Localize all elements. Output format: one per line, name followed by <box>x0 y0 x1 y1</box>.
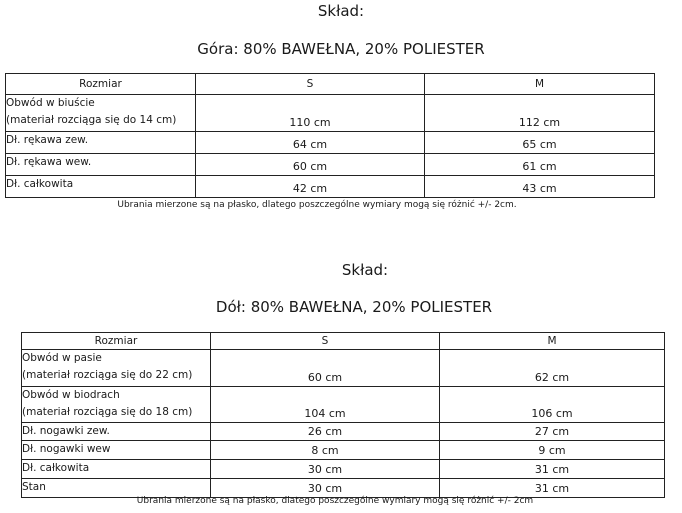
bottom-title: Skład: <box>341 261 389 279</box>
top-composition: Góra: 80% BAWEŁNA, 20% POLIESTER <box>197 40 485 58</box>
table-row <box>6 176 655 198</box>
top-title: Skład: <box>317 2 365 20</box>
value-m: 62 cm <box>440 350 665 387</box>
bottom-measurement-note: Ubrania mierzone są na płasko, dlatego poszczególne wymiary mogą się różnić +/- 2cm <box>136 496 534 506</box>
value-m: 65 cm <box>425 132 655 154</box>
value-s: 30 cm <box>211 479 440 498</box>
row-label: Dł. całkowita <box>22 460 211 479</box>
value-s: 30 cm <box>211 460 440 479</box>
top-size-table <box>5 73 655 198</box>
bottom-composition: Dół: 80% BAWEŁNA, 20% POLIESTER <box>215 298 493 316</box>
table-row <box>22 441 665 460</box>
table-row <box>6 154 655 176</box>
header-s: S <box>196 74 425 95</box>
table-row <box>22 460 665 479</box>
row-label: Obwód w pasie (materiał rozciąga się do 22 cm) <box>22 350 211 387</box>
value-m: 61 cm <box>425 154 655 176</box>
row-label: Obwód w biuście (materiał rozciąga się do 14 cm) <box>6 95 196 132</box>
value-m: 106 cm <box>440 387 665 423</box>
value-m: 27 cm <box>440 423 665 441</box>
header-size: Rozmiar <box>6 74 196 95</box>
value-m: 31 cm <box>440 460 665 479</box>
row-label: Stan <box>22 479 211 498</box>
row-label: Dł. rękawa wew. <box>6 154 196 176</box>
row-label: Obwód w biodrach (materiał rozciąga się do 18 cm) <box>22 387 211 423</box>
value-s: 8 cm <box>211 441 440 460</box>
row-label: Dł. nogawki wew <box>22 441 211 460</box>
value-s: 60 cm <box>211 350 440 387</box>
table-row <box>6 132 655 154</box>
value-s: 104 cm <box>211 387 440 423</box>
row-label: Dł. rękawa zew. <box>6 132 196 154</box>
table-header-row <box>6 74 655 95</box>
value-m: 31 cm <box>440 479 665 498</box>
table-header-row <box>22 333 665 350</box>
header-m: M <box>425 74 655 95</box>
top-measurement-note: Ubrania mierzone są na płasko, dlatego poszczególne wymiary mogą się różnić +/- 2cm. <box>117 200 517 210</box>
value-s: 26 cm <box>211 423 440 441</box>
row-label: Dł. nogawki zew. <box>22 423 211 441</box>
value-m: 43 cm <box>425 176 655 198</box>
table-row <box>6 95 655 132</box>
value-s: 42 cm <box>196 176 425 198</box>
header-m: M <box>440 333 665 350</box>
header-s: S <box>211 333 440 350</box>
table-row <box>22 479 665 498</box>
value-s: 110 cm <box>196 95 425 132</box>
table-row <box>22 387 665 423</box>
bottom-size-table <box>21 332 665 498</box>
value-m: 9 cm <box>440 441 665 460</box>
table-row <box>22 350 665 387</box>
row-label: Dł. całkowita <box>6 176 196 198</box>
header-size: Rozmiar <box>22 333 211 350</box>
table-row <box>22 423 665 441</box>
value-s: 60 cm <box>196 154 425 176</box>
value-s: 64 cm <box>196 132 425 154</box>
value-m: 112 cm <box>425 95 655 132</box>
